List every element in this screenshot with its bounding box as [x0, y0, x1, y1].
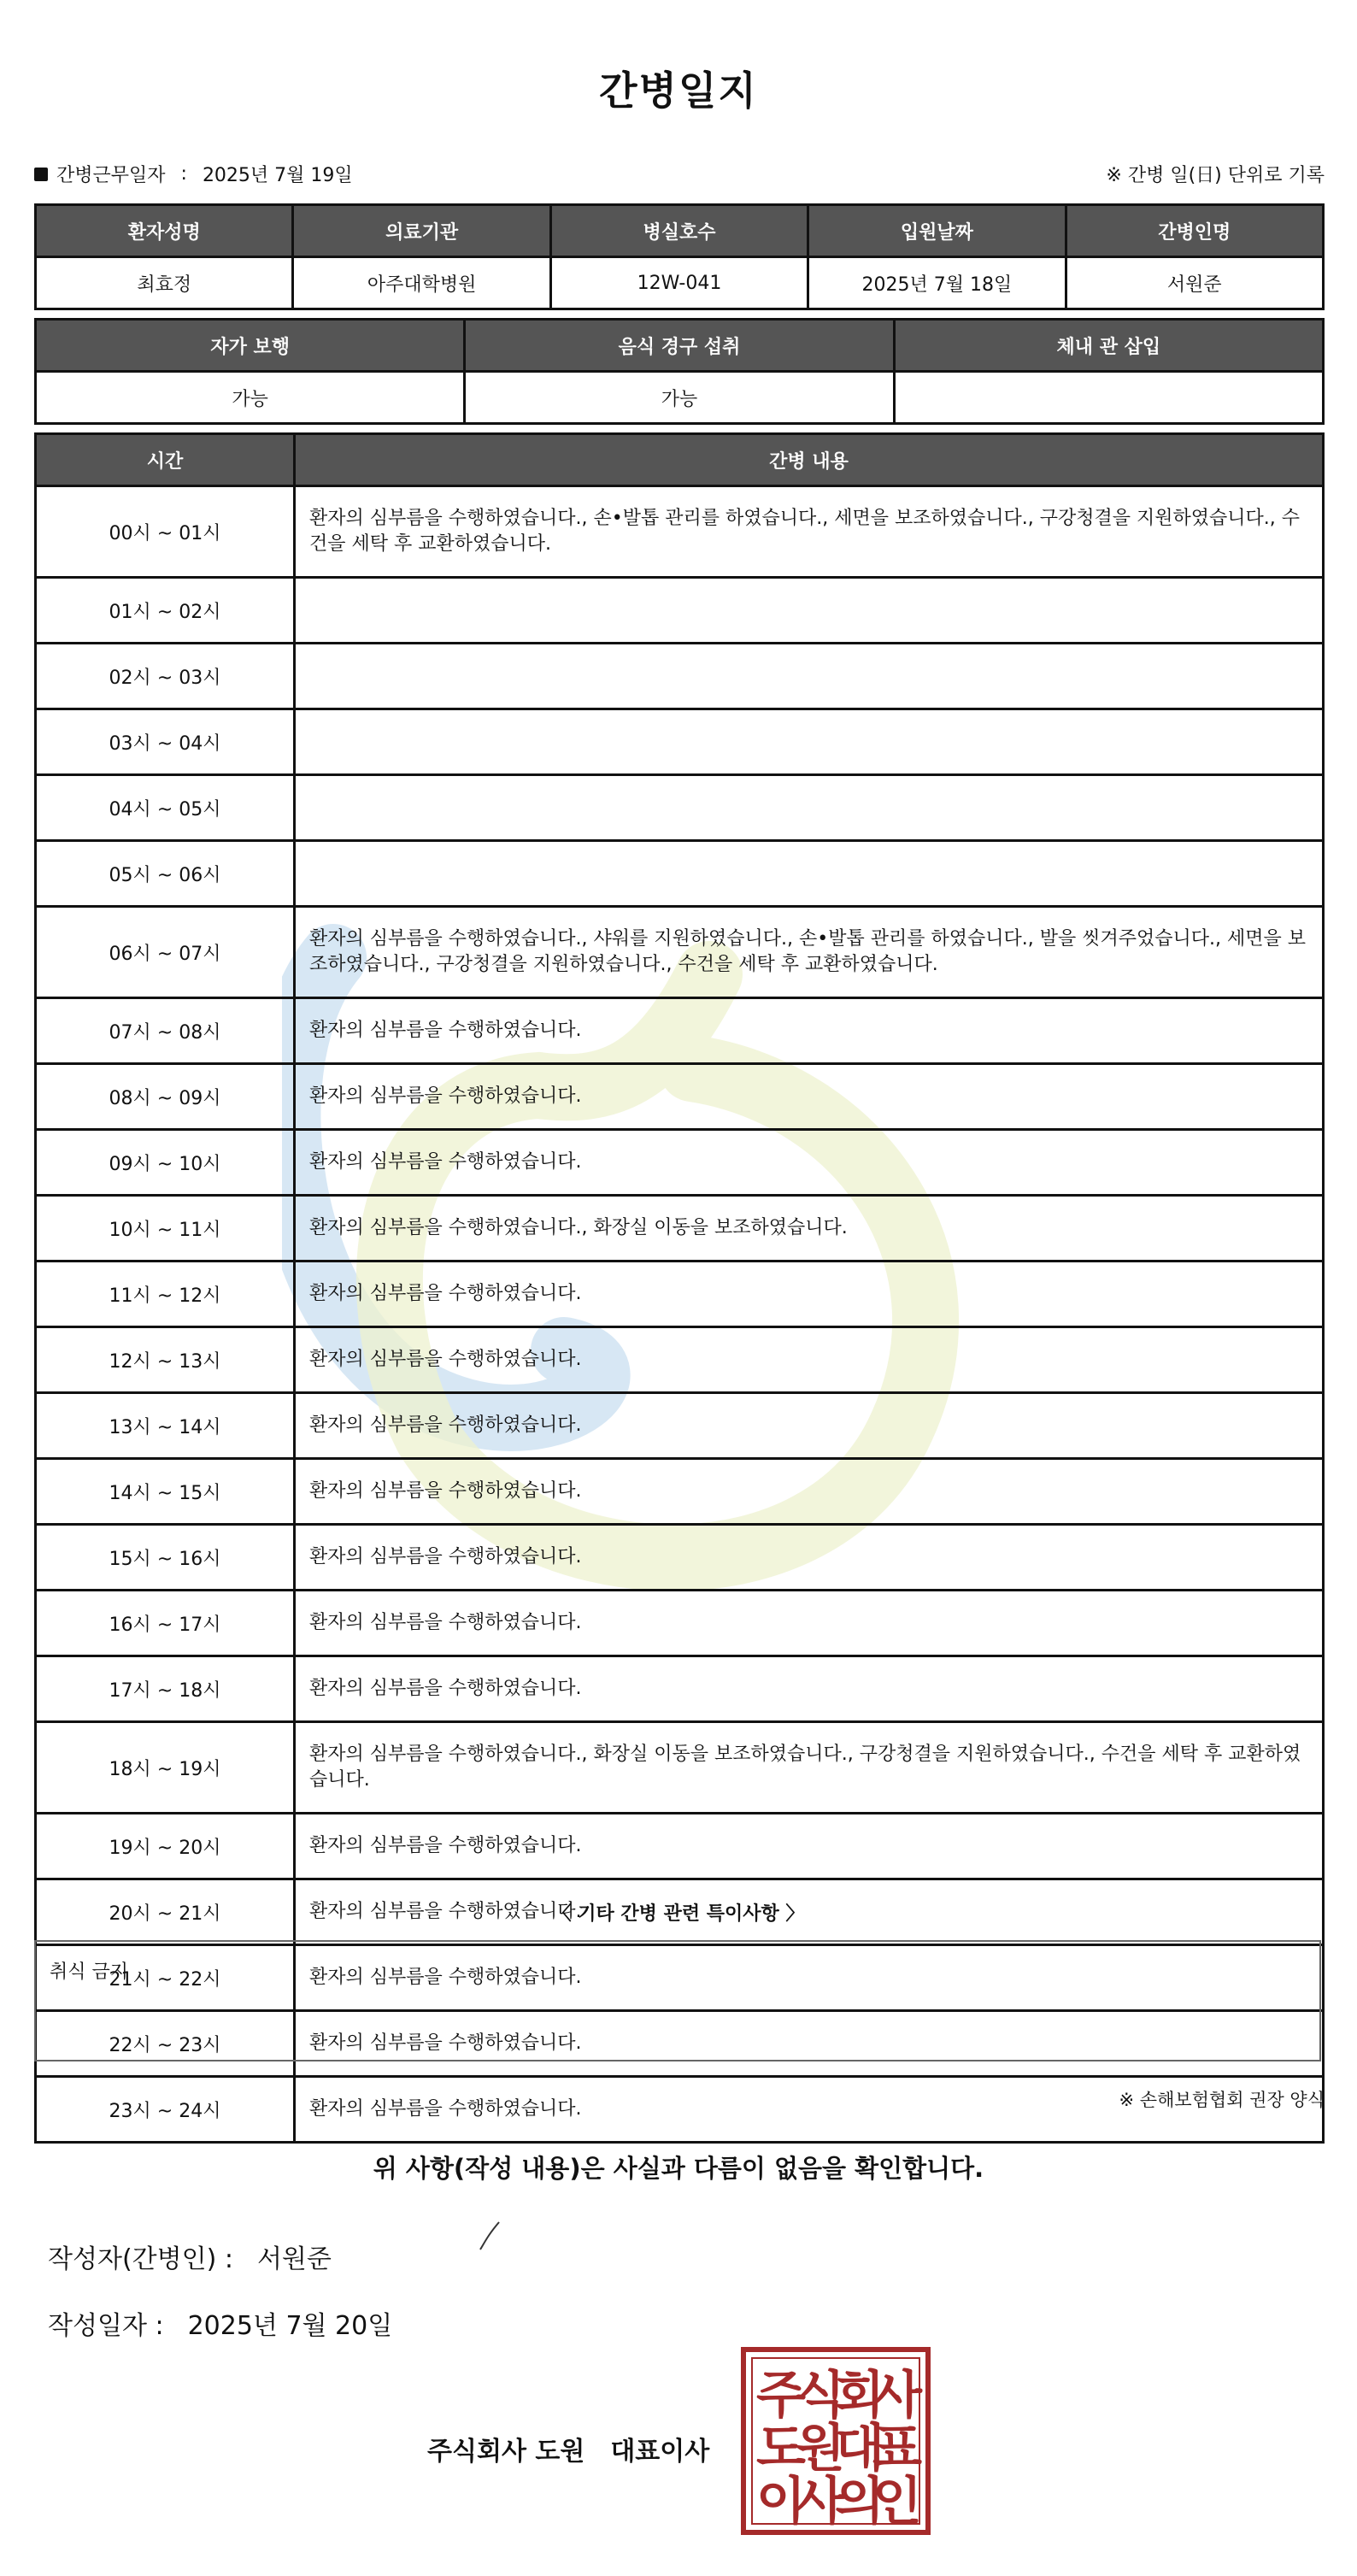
remarks-title: 〈 기타 간병 관련 특이사항 〉	[552, 1903, 805, 1925]
time-slot: 13시 ~ 14시	[36, 1393, 295, 1459]
care-content: 환자의 심부름을 수행하였습니다.	[295, 1327, 1324, 1393]
company-signature	[427, 2430, 709, 2467]
company-name: 주식회사 도원	[427, 2437, 585, 2467]
table-row	[36, 1814, 1324, 1879]
oral-intake-value: 가능	[465, 372, 894, 424]
writer-name: 서원준	[256, 2244, 332, 2274]
self-walking-value: 가능	[36, 372, 465, 424]
writer-line	[48, 2238, 332, 2275]
care-content	[295, 775, 1324, 841]
care-content: 환자의 심부름을 수행하였습니다.	[295, 998, 1324, 1064]
care-content: 환자의 심부름을 수행하였습니다., 샤워를 지원하였습니다., 손•발톱 관리를 하였습니다., 발을 씻겨주었습니다., 세면을 보조하였습니다., 구강청결을 지원하였습니다., 수건을 세탁 후 교환하였습니다.	[295, 907, 1324, 998]
time-slot: 04시 ~ 05시	[36, 775, 295, 841]
time-slot: 02시 ~ 03시	[36, 644, 295, 709]
table-row	[36, 1327, 1324, 1393]
writer-label: 작성자(간병인) :	[48, 2244, 233, 2274]
work-date-separator: :	[180, 163, 187, 185]
table-row	[36, 1393, 1324, 1459]
care-content: 환자의 심부름을 수행하였습니다.	[295, 1879, 1324, 1945]
svg-text:식: 식	[796, 2366, 845, 2426]
svg-text:원: 원	[796, 2419, 845, 2479]
status-value-row	[36, 372, 1324, 424]
svg-text:사: 사	[796, 2472, 845, 2532]
written-date-value: 2025년 7월 20일	[187, 2311, 393, 2341]
time-slot: 03시 ~ 04시	[36, 709, 295, 775]
table-row	[36, 1459, 1324, 1525]
time-slot: 15시 ~ 16시	[36, 1525, 295, 1591]
table-row	[36, 1656, 1324, 1722]
time-slot: 14시 ~ 15시	[36, 1459, 295, 1525]
time-slot: 21시 ~ 22시	[36, 1945, 295, 2011]
table-row	[36, 1130, 1324, 1196]
table-row	[36, 644, 1324, 709]
status-header-row	[36, 320, 1324, 372]
info-header-row	[36, 205, 1324, 257]
tube-insertion-value	[894, 372, 1323, 424]
header-oral-intake: 음식 경구 섭취	[465, 320, 894, 372]
table-row	[36, 841, 1324, 907]
care-content: 환자의 심부름을 수행하였습니다.	[295, 1656, 1324, 1722]
svg-text:주: 주	[756, 2366, 806, 2426]
work-date-label: 간병근무일자	[56, 165, 166, 186]
table-row	[36, 907, 1324, 998]
care-content: 환자의 심부름을 수행하였습니다.	[295, 2077, 1324, 2143]
svg-text:의: 의	[835, 2472, 884, 2532]
care-content: 환자의 심부름을 수행하였습니다.	[295, 1064, 1324, 1130]
care-content	[295, 841, 1324, 907]
care-content: 환자의 심부름을 수행하였습니다.	[295, 1130, 1324, 1196]
care-content: 환자의 심부름을 수행하였습니다.	[295, 1945, 1324, 2011]
care-content: 환자의 심부름을 수행하였습니다., 화장실 이동을 보조하였습니다., 구강청결을 지원하였습니다., 수건을 세탁 후 교환하였습니다.	[295, 1722, 1324, 1814]
svg-text:사: 사	[872, 2366, 922, 2426]
table-row	[36, 1064, 1324, 1130]
time-slot: 07시 ~ 08시	[36, 998, 295, 1064]
patient-info-table	[34, 203, 1325, 310]
svg-text:회: 회	[835, 2366, 884, 2426]
remarks-box	[34, 1940, 1321, 2061]
time-slot: 00시 ~ 01시	[36, 486, 295, 578]
time-slot: 05시 ~ 06시	[36, 841, 295, 907]
care-content: 환자의 심부름을 수행하였습니다.	[295, 1525, 1324, 1591]
care-content	[295, 709, 1324, 775]
form-note: ※ 손해보험협회 권장 양식	[1119, 2090, 1325, 2110]
time-slot: 18시 ~ 19시	[36, 1722, 295, 1814]
care-content: 환자의 심부름을 수행하였습니다.	[295, 1262, 1324, 1327]
room-number: 12W-041	[550, 257, 808, 309]
table-row	[36, 1196, 1324, 1262]
header-hospital: 의료기관	[293, 205, 550, 257]
info-value-row	[36, 257, 1324, 309]
document-title: 간병일지	[599, 68, 758, 114]
time-slot: 10시 ~ 11시	[36, 1196, 295, 1262]
care-content	[295, 644, 1324, 709]
table-row	[36, 1525, 1324, 1591]
header-patient-name: 환자성명	[36, 205, 293, 257]
care-content	[295, 578, 1324, 644]
table-row	[36, 1591, 1324, 1656]
written-date-label: 작성일자 :	[48, 2311, 164, 2341]
time-slot: 23시 ~ 24시	[36, 2077, 295, 2143]
care-content: 환자의 심부름을 수행하였습니다., 화장실 이동을 보조하였습니다.	[295, 1196, 1324, 1262]
header-tube-insertion: 체내 관 삽입	[894, 320, 1323, 372]
company-seal-stamp	[740, 2346, 931, 2536]
time-slot: 11시 ~ 12시	[36, 1262, 295, 1327]
care-content: 환자의 심부름을 수행하였습니다.	[295, 1459, 1324, 1525]
header-care-content: 간병 내용	[295, 434, 1324, 486]
svg-text:인: 인	[872, 2472, 922, 2532]
time-slot: 01시 ~ 02시	[36, 578, 295, 644]
table-row	[36, 998, 1324, 1064]
caregiver-name: 서원준	[1066, 257, 1323, 309]
remarks-text: 취식 금지	[50, 1961, 129, 1983]
admission-date: 2025년 7월 18일	[808, 257, 1066, 309]
care-content: 환자의 심부름을 수행하였습니다.	[295, 1814, 1324, 1879]
time-slot: 12시 ~ 13시	[36, 1327, 295, 1393]
care-content: 환자의 심부름을 수행하였습니다.	[295, 1591, 1324, 1656]
svg-text:도: 도	[756, 2419, 806, 2479]
care-content: 환자의 심부름을 수행하였습니다., 손•발톱 관리를 하였습니다., 세면을 보조하였습니다., 구강청결을 지원하였습니다., 수건을 세탁 후 교환하였습니다.	[295, 486, 1324, 578]
time-slot: 09시 ~ 10시	[36, 1130, 295, 1196]
hospital-name: 아주대학병원	[293, 257, 550, 309]
header-caregiver-name: 간병인명	[1066, 205, 1323, 257]
table-row	[36, 1722, 1324, 1814]
header-admission-date: 입원날짜	[808, 205, 1066, 257]
svg-text:대: 대	[835, 2419, 884, 2479]
work-date-value: 2025년 7월 19일	[202, 165, 353, 186]
time-slot: 06시 ~ 07시	[36, 907, 295, 998]
time-slot: 17시 ~ 18시	[36, 1656, 295, 1722]
svg-text:이: 이	[756, 2472, 806, 2532]
table-row	[36, 486, 1324, 578]
table-row	[36, 578, 1324, 644]
log-header-row	[36, 434, 1324, 486]
patient-name: 최효정	[36, 257, 293, 309]
care-content: 환자의 심부름을 수행하였습니다.	[295, 2011, 1324, 2077]
work-date	[34, 161, 353, 187]
written-date-line	[48, 2304, 392, 2342]
confirmation-statement: 위 사항(작성 내용)은 사실과 다름이 없음을 확인합니다.	[373, 2154, 984, 2183]
company-representative: 대표이사	[610, 2437, 710, 2467]
time-slot: 20시 ~ 21시	[36, 1879, 295, 1945]
signature-stroke-icon	[477, 2219, 502, 2253]
table-row	[36, 709, 1324, 775]
time-slot: 08시 ~ 09시	[36, 1064, 295, 1130]
patient-status-table	[34, 318, 1325, 425]
hourly-care-log-table	[34, 432, 1325, 2144]
log-body	[36, 486, 1324, 2143]
header-self-walking: 자가 보행	[36, 320, 465, 372]
table-row	[36, 1262, 1324, 1327]
time-slot: 16시 ~ 17시	[36, 1591, 295, 1656]
table-row	[36, 775, 1324, 841]
svg-text:표: 표	[872, 2419, 922, 2479]
header-time: 시간	[36, 434, 295, 486]
care-content: 환자의 심부름을 수행하였습니다.	[295, 1393, 1324, 1459]
record-note: ※ 간병 일(日) 단위로 기록	[1106, 165, 1325, 186]
header-room-number: 병실호수	[550, 205, 808, 257]
time-slot: 22시 ~ 23시	[36, 2011, 295, 2077]
square-bullet-icon	[34, 168, 48, 181]
time-slot: 19시 ~ 20시	[36, 1814, 295, 1879]
